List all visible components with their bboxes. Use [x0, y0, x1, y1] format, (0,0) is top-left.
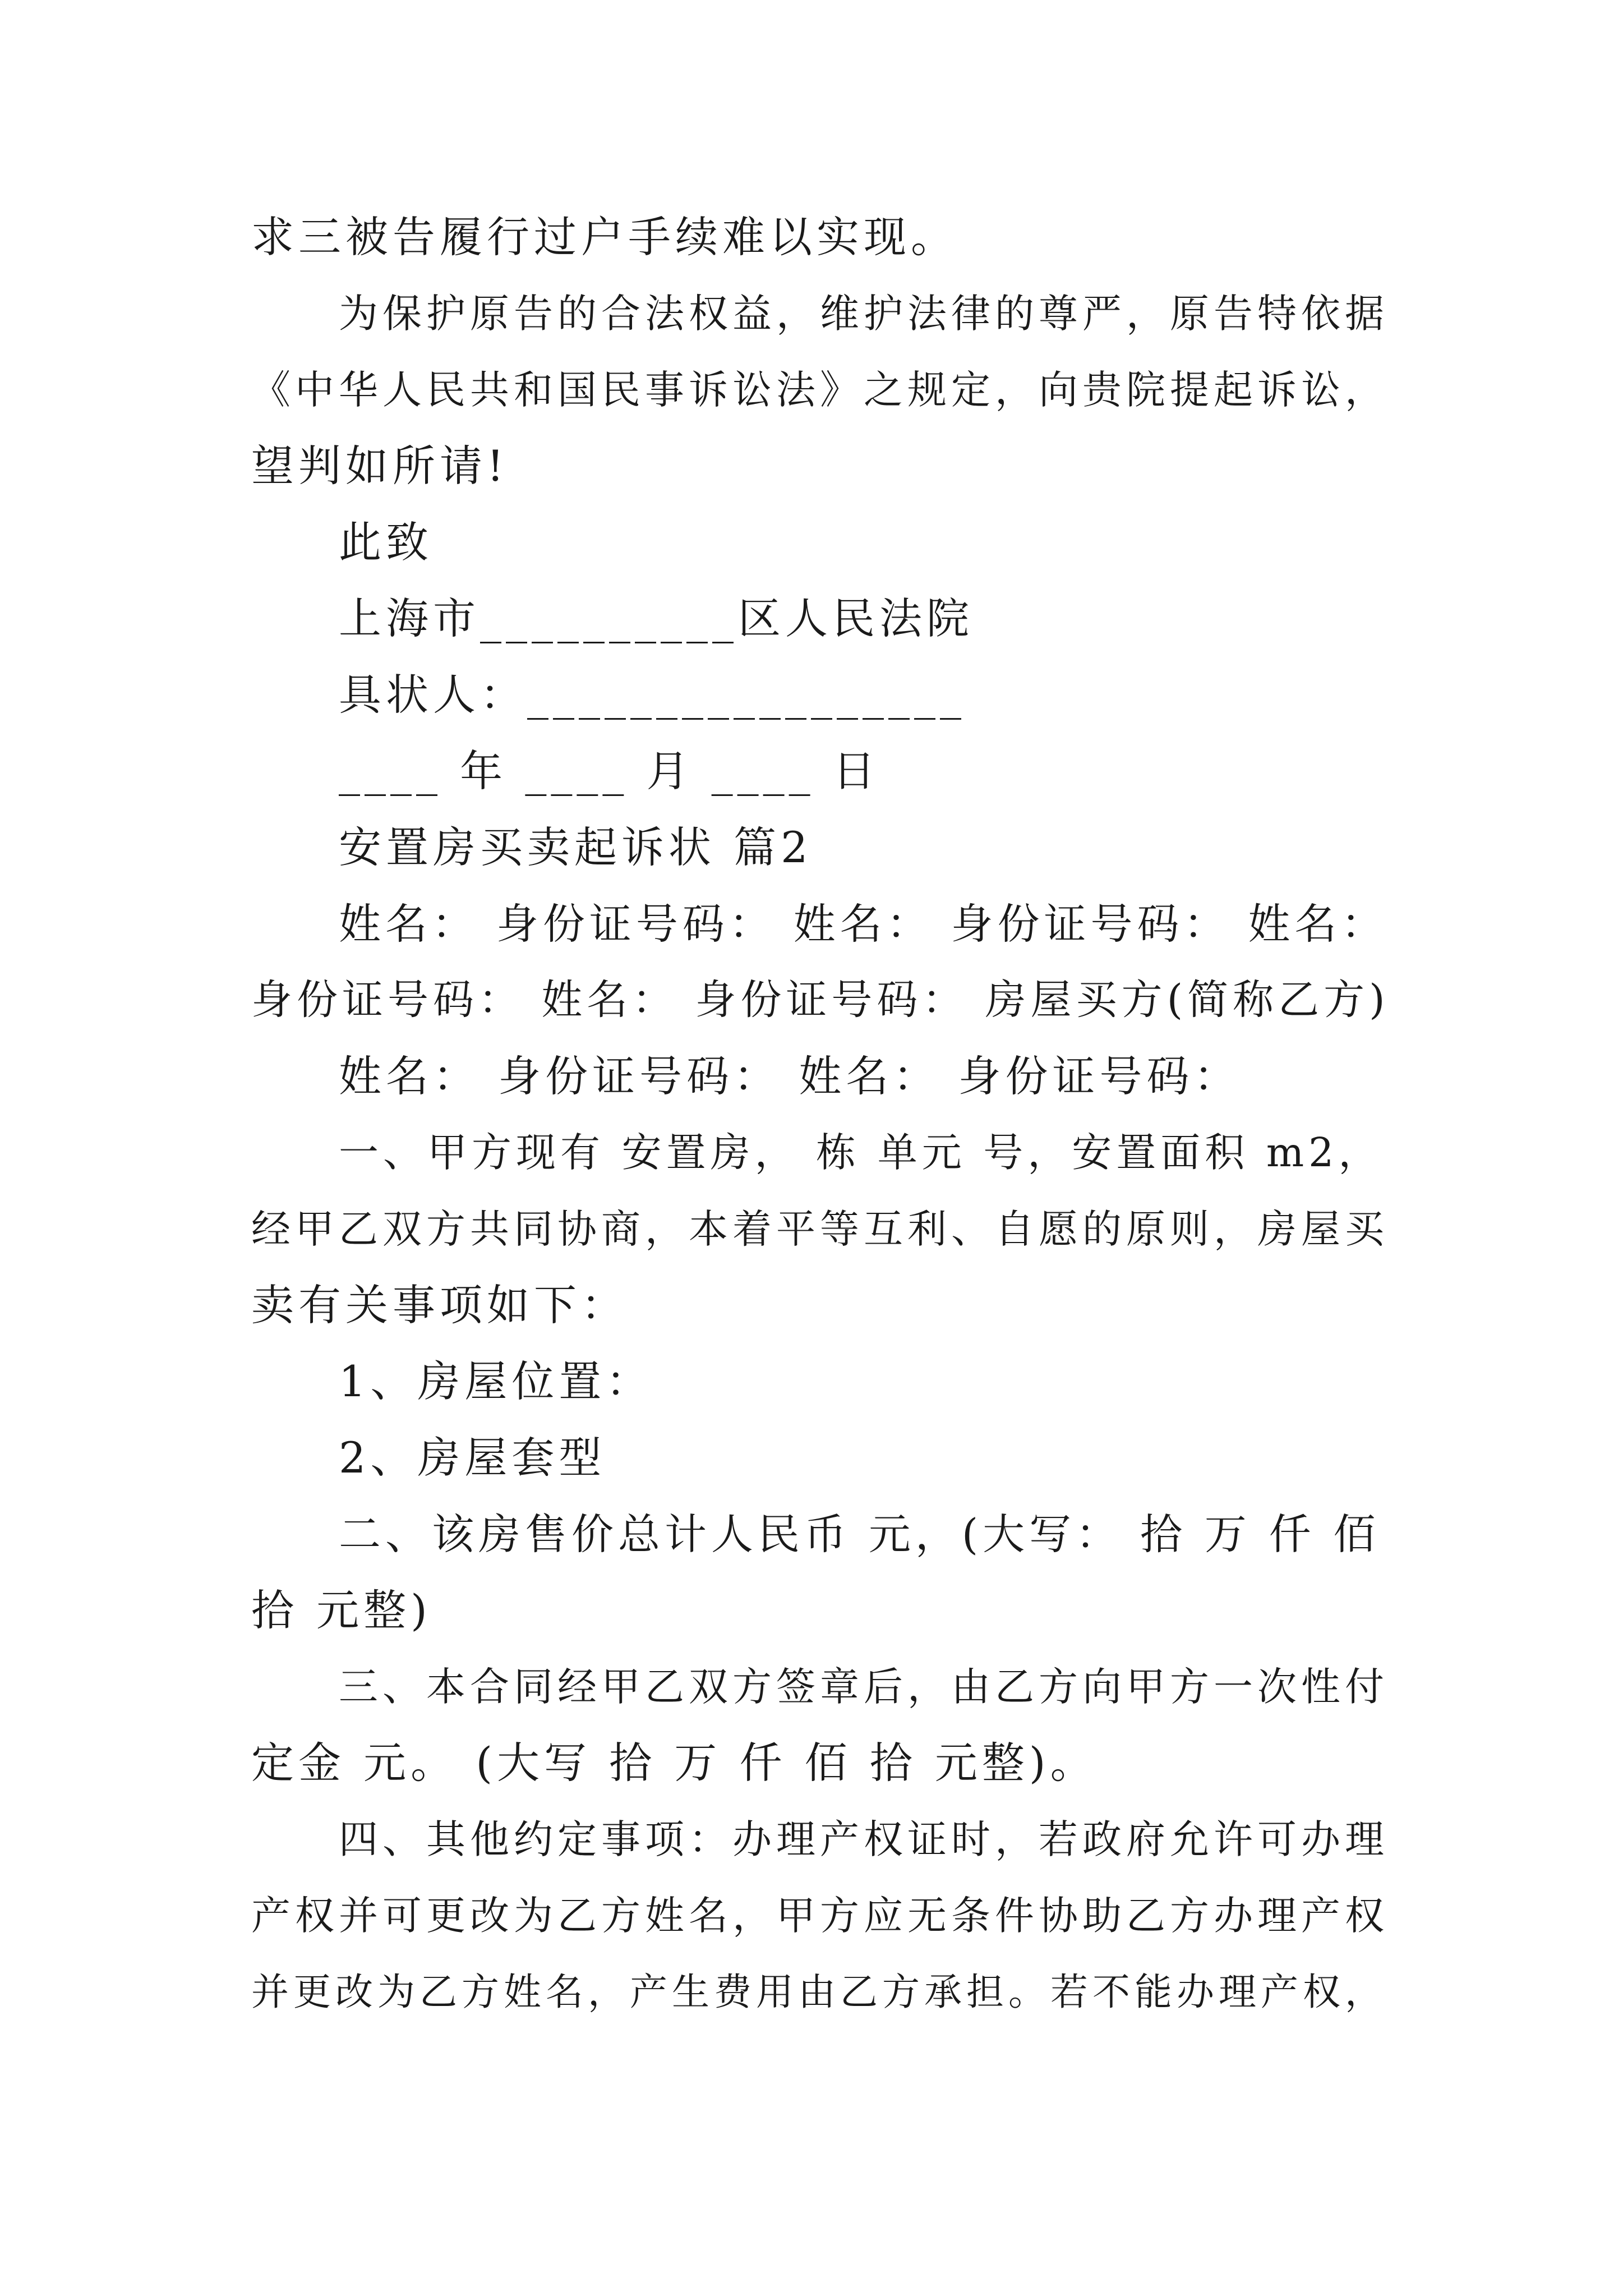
text-line-15: 卖有关事项如下：: [251, 1280, 628, 1330]
text-line-10: 姓名： 身份证号码： 姓名： 身份证号码： 姓名：: [339, 899, 1388, 949]
text-line-16: 1、房屋位置：: [339, 1356, 653, 1406]
text-line-22: 四、其他约定事项：办理产权证时，若政府允许可办理: [339, 1816, 1389, 1862]
text-line-1: 求三被告履行过户手续难以实现。: [251, 212, 958, 262]
text-line-19: 拾 元整): [251, 1585, 432, 1635]
text-line-21: 定金 元。 (大写 拾 万 仟 佰 拾 元整)。: [251, 1738, 1098, 1788]
text-line-23: 产权并可更改为乙方姓名，甲方应无条件协助乙方办理产权: [251, 1893, 1389, 1939]
text-line-4: 望判如所请!: [251, 441, 509, 491]
text-line-17: 2、房屋套型: [339, 1433, 606, 1483]
text-line-14: 经甲乙双方共同协商，本着平等互利、自愿的原则，房屋买: [251, 1206, 1389, 1252]
text-line-3: 《中华人民共和国民事诉讼法》之规定，向贵院提起诉讼，: [251, 367, 1389, 413]
text-line-5: 此致: [339, 517, 433, 567]
text-line-2: 为保护原告的合法权益，维护法律的尊严，原告特依据: [339, 291, 1389, 337]
text-line-11: 身份证号码： 姓名： 身份证号码： 房屋买方(简称乙方): [251, 976, 1390, 1024]
text-line-20: 三、本合同经甲乙双方签章后，由乙方向甲方一次性付: [339, 1664, 1389, 1710]
text-line-6: 上海市__________区人民法院: [339, 593, 974, 643]
section-heading: 安置房买卖起诉状 篇2: [339, 822, 813, 872]
text-line-12: 姓名： 身份证号码： 姓名： 身份证号码：: [339, 1051, 1241, 1101]
text-line-13: 一、甲方现有 安置房， 栋 单元 号，安置面积 m2，: [339, 1129, 1383, 1176]
text-line-18: 二、该房售价总计人民币 元，(大写： 拾 万 仟 佰: [339, 1510, 1380, 1559]
text-line-8: ____ 年 ____ 月 ____ 日: [339, 746, 880, 796]
text-line-7: 具状人：_________________: [339, 670, 966, 720]
text-line-24: 并更改为乙方姓名，产生费用由乙方承担。若不能办理产权，: [251, 1970, 1387, 2014]
